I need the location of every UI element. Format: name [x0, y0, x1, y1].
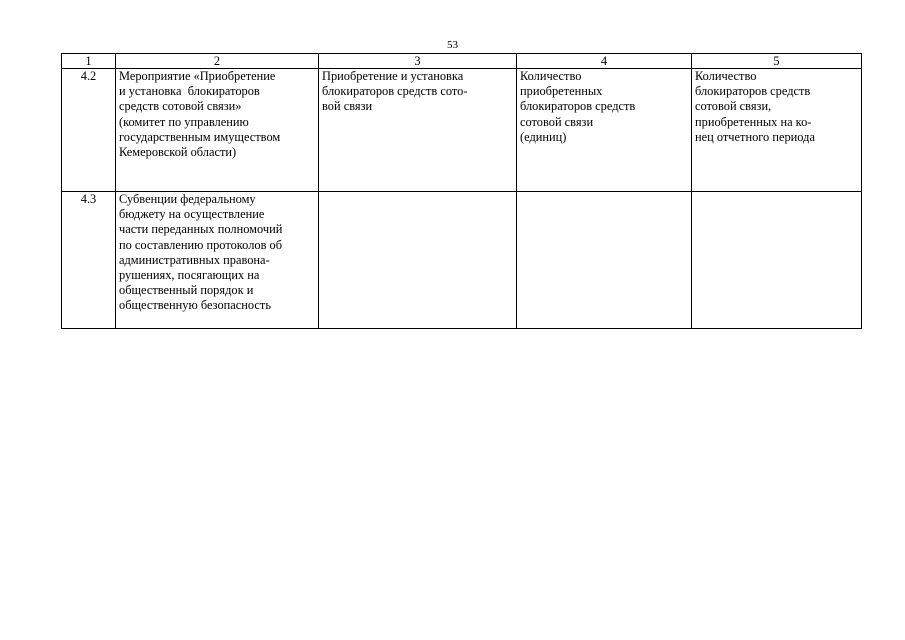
result-cell	[692, 192, 862, 329]
table-row-4-2	[62, 69, 862, 192]
description-line: (комитет по управлению	[119, 114, 249, 129]
result-cell: Количество блокираторов средств сотовой связи, приобретенных на ко- нец отчетного периода	[692, 69, 862, 192]
column-header-4: 4	[517, 54, 692, 69]
table-header-row	[62, 54, 862, 69]
table-row-4-3	[62, 192, 862, 329]
column-header-3: 3	[319, 54, 517, 69]
column-header-5: 5	[692, 54, 862, 69]
indicator-cell: Количество приобретенных блокираторов средств сотовой связи (единиц)	[517, 69, 692, 192]
description-line: Мероприятие «Приобретение	[119, 69, 276, 83]
description-line: Кемеровской области)	[119, 145, 237, 160]
column-header-2: 2	[116, 54, 319, 69]
measure-cell	[319, 192, 517, 329]
row-number: 4.3	[62, 192, 116, 329]
document-table	[61, 53, 862, 329]
indicator-cell	[517, 192, 692, 329]
page-number: 53	[447, 39, 458, 51]
event-description-cell: Субвенции федеральному бюджету на осуществление части переданных полномочий по составлению протоколов об административных правона- рушениях, посягающих на общественный порядок и общественную безопасность	[116, 192, 319, 329]
row-number: 4.2	[62, 69, 116, 192]
description-line: средств сотовой связи»	[119, 99, 242, 114]
description-line: государственным имуществом	[119, 129, 281, 144]
event-description-cell	[116, 69, 319, 192]
column-header-1: 1	[62, 54, 116, 69]
description-line: и установка блокираторов	[119, 84, 260, 99]
measure-cell: Приобретение и установка блокираторов средств сото- вой связи	[319, 69, 517, 192]
